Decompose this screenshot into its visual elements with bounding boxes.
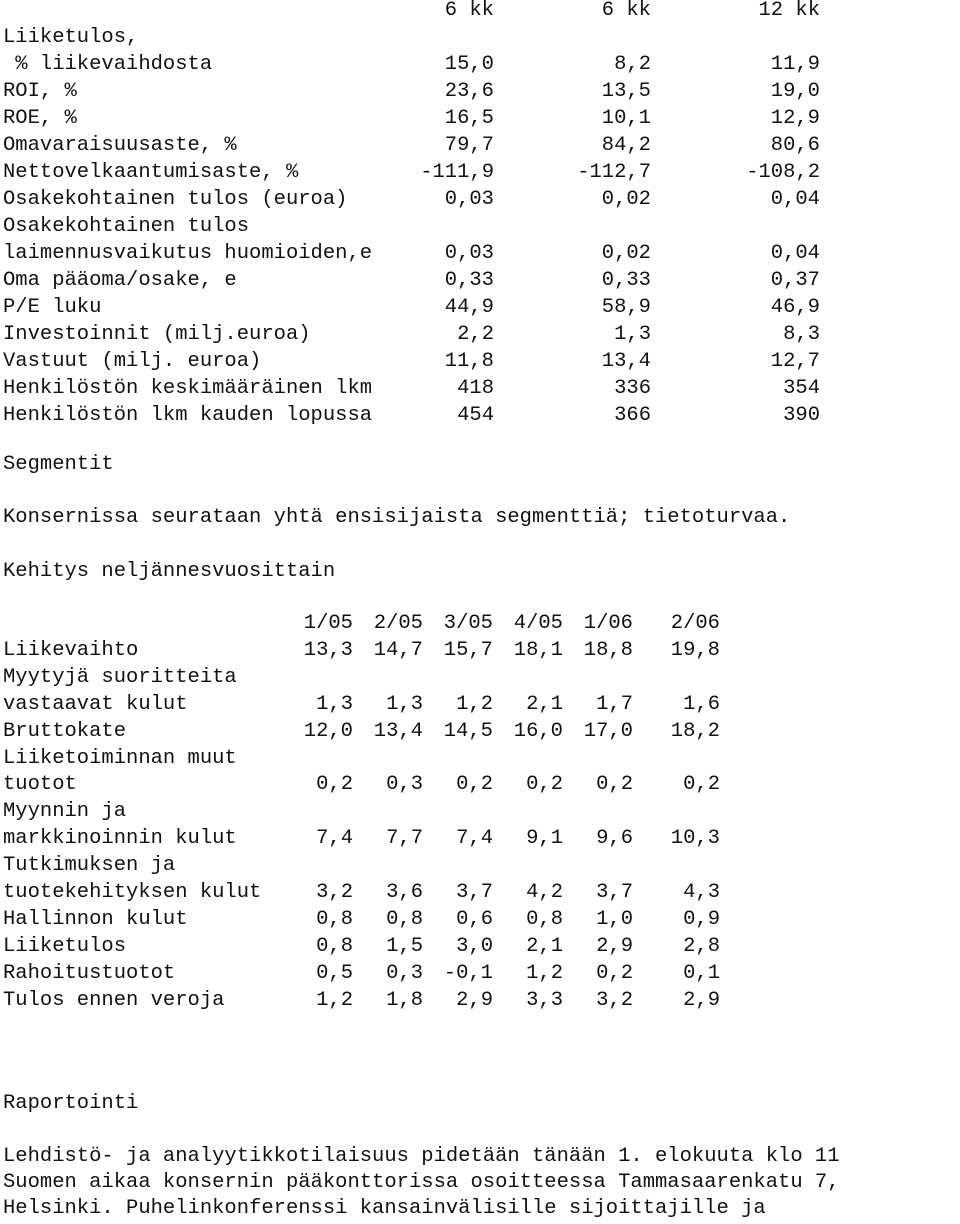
quarterly-cell: 0,2 <box>596 961 633 985</box>
key-figures-cell: 13,4 <box>601 350 651 373</box>
quarterly-cell: 3,7 <box>596 881 633 904</box>
key-figures-column-header: 6 kk <box>601 0 651 22</box>
key-figures-cell: 0,03 <box>444 242 494 265</box>
quarterly-cell: 19,8 <box>670 638 720 662</box>
key-figures-row-label: laimennusvaikutus huomioiden,e <box>3 242 373 265</box>
quarterly-cell: 0,3 <box>386 961 423 985</box>
quarterly-column-header: 1/05 <box>303 612 353 635</box>
key-figures-row-label: Henkilöstön keskimääräinen lkm <box>3 377 373 400</box>
reporting-text-line: Suomen aikaa konsernin pääkonttorissa osoitteessa Tammasaarenkatu 7, <box>3 1171 840 1194</box>
quarterly-cell: 15,7 <box>443 638 493 662</box>
quarterly-cell: 1,3 <box>316 692 353 716</box>
quarterly-cell: 0,3 <box>386 773 423 797</box>
key-figures-cell: 0,04 <box>770 242 820 265</box>
key-figures-cell: 23,6 <box>444 80 494 103</box>
key-figures-cell: 418 <box>457 377 494 400</box>
key-figures-cell: 58,9 <box>601 296 651 319</box>
key-figures-cell: 0,33 <box>444 269 494 292</box>
quarterly-row-label: Myynnin ja <box>3 800 127 824</box>
quarterly-row-label: Myytyjä suoritteita <box>3 665 237 689</box>
key-figures-cell: 366 <box>614 404 651 427</box>
key-figures-cell: 80,6 <box>770 134 820 157</box>
segments-text: Konsernissa seurataan yhtä ensisijaista segmenttiä; tietoturvaa. <box>3 506 791 529</box>
quarterly-row-label: Hallinnon kulut <box>3 907 188 931</box>
quarterly-cell: 14,5 <box>443 719 493 743</box>
quarterly-cell: 1,8 <box>386 988 423 1012</box>
quarterly-column-header: 2/05 <box>373 612 423 635</box>
quarterly-cell: 9,6 <box>596 827 633 851</box>
quarterly-cell: 2,1 <box>526 934 563 958</box>
key-figures-cell: 0,37 <box>770 269 820 292</box>
quarterly-cell: 18,1 <box>513 638 563 662</box>
key-figures-cell: 8,2 <box>614 53 651 76</box>
quarterly-row-label: markkinoinnin kulut <box>3 827 237 851</box>
section-heading-quarterly: Kehitys neljännesvuosittain <box>3 560 336 583</box>
quarterly-cell: 1,2 <box>526 961 563 985</box>
key-figures-cell: 454 <box>457 404 494 427</box>
quarterly-column-header: 4/05 <box>513 612 563 635</box>
quarterly-cell: 18,8 <box>583 638 633 662</box>
quarterly-row-label: Bruttokate <box>3 719 127 743</box>
key-figures-row-label: ROI, % <box>3 80 77 103</box>
key-figures-row-label: Vastuut (milj. euroa) <box>3 350 262 373</box>
key-figures-cell: -111,9 <box>420 161 494 184</box>
quarterly-row-label: Liiketoiminnan muut <box>3 746 237 770</box>
quarterly-cell: -0,1 <box>443 961 493 985</box>
quarterly-cell: 0,9 <box>683 907 720 931</box>
key-figures-cell: 12,9 <box>770 107 820 130</box>
quarterly-cell: 4,3 <box>683 881 720 904</box>
key-figures-cell: 2,2 <box>457 323 494 346</box>
key-figures-cell: 13,5 <box>601 80 651 103</box>
quarterly-cell: 14,7 <box>373 638 423 662</box>
key-figures-cell: 390 <box>783 404 820 427</box>
quarterly-cell: 0,2 <box>456 773 493 797</box>
section-heading-reporting: Raportointi <box>3 1092 139 1115</box>
quarterly-cell: 0,8 <box>386 907 423 931</box>
quarterly-cell: 1,2 <box>456 692 493 716</box>
key-figures-cell: 0,04 <box>770 188 820 211</box>
quarterly-cell: 18,2 <box>670 719 720 743</box>
quarterly-cell: 2,9 <box>683 988 720 1012</box>
key-figures-column-header: 6 kk <box>444 0 494 22</box>
section-heading-segments: Segmentit <box>3 453 114 476</box>
key-figures-row-label: Investoinnit (milj.euroa) <box>3 323 311 346</box>
key-figures-row-label: ROE, % <box>3 107 77 130</box>
key-figures-cell: -108,2 <box>746 161 820 184</box>
quarterly-cell: 0,2 <box>683 773 720 797</box>
quarterly-cell: 0,8 <box>316 934 353 958</box>
quarterly-cell: 17,0 <box>583 719 633 743</box>
key-figures-row-label: Omavaraisuusaste, % <box>3 134 237 157</box>
key-figures-cell: 10,1 <box>601 107 651 130</box>
quarterly-row-label: Liiketulos <box>3 934 127 958</box>
quarterly-cell: 1,3 <box>386 692 423 716</box>
quarterly-cell: 2,1 <box>526 692 563 716</box>
key-figures-cell: 1,3 <box>614 323 651 346</box>
quarterly-column-header: 3/05 <box>443 612 493 635</box>
quarterly-cell: 3,2 <box>316 881 353 904</box>
reporting-text-line: Helsinki. Puhelinkonferenssi kansainvälisille sijoittajille ja <box>3 1197 766 1220</box>
key-figures-cell: 44,9 <box>444 296 494 319</box>
key-figures-cell: 15,0 <box>444 53 494 76</box>
key-figures-row-label: Osakekohtainen tulos (euroa) <box>3 188 348 211</box>
quarterly-cell: 0,2 <box>316 773 353 797</box>
quarterly-cell: 0,2 <box>596 773 633 797</box>
quarterly-cell: 1,6 <box>683 692 720 716</box>
key-figures-row-label: Liiketulos, <box>3 26 139 49</box>
quarterly-cell: 0,2 <box>526 773 563 797</box>
quarterly-cell: 0,1 <box>683 961 720 985</box>
key-figures-cell: 0,03 <box>444 188 494 211</box>
quarterly-cell: 2,9 <box>596 934 633 958</box>
quarterly-row-label: Liikevaihto <box>3 638 139 662</box>
key-figures-cell: 354 <box>783 377 820 400</box>
quarterly-row-label: tuotekehityksen kulut <box>3 881 262 904</box>
quarterly-cell: 3,7 <box>456 881 493 904</box>
key-figures-cell: -112,7 <box>577 161 651 184</box>
quarterly-cell: 1,7 <box>596 692 633 716</box>
quarterly-cell: 0,6 <box>456 907 493 931</box>
quarterly-cell: 16,0 <box>513 719 563 743</box>
key-figures-cell: 11,8 <box>444 350 494 373</box>
quarterly-cell: 10,3 <box>670 827 720 851</box>
quarterly-cell: 3,2 <box>596 988 633 1012</box>
key-figures-cell: 11,9 <box>770 53 820 76</box>
quarterly-cell: 7,4 <box>456 827 493 851</box>
key-figures-cell: 8,3 <box>783 323 820 346</box>
key-figures-row-label: % liikevaihdosta <box>3 53 213 76</box>
quarterly-cell: 9,1 <box>526 827 563 851</box>
quarterly-cell: 1,0 <box>596 907 633 931</box>
key-figures-row-label: Nettovelkaantumisaste, % <box>3 161 299 184</box>
key-figures-row-label: P/E luku <box>3 296 102 319</box>
key-figures-cell: 19,0 <box>770 80 820 103</box>
key-figures-cell: 336 <box>614 377 651 400</box>
quarterly-cell: 0,8 <box>526 907 563 931</box>
key-figures-cell: 0,02 <box>601 242 651 265</box>
key-figures-cell: 16,5 <box>444 107 494 130</box>
quarterly-row-label: tuotot <box>3 773 77 797</box>
key-figures-cell: 0,02 <box>601 188 651 211</box>
quarterly-cell: 1,5 <box>386 934 423 958</box>
quarterly-cell: 13,4 <box>373 719 423 743</box>
quarterly-cell: 7,7 <box>386 827 423 851</box>
quarterly-cell: 13,3 <box>303 638 353 662</box>
quarterly-row-label: Rahoitustuotot <box>3 961 176 985</box>
quarterly-cell: 3,3 <box>526 988 563 1012</box>
quarterly-row-label: vastaavat kulut <box>3 692 188 716</box>
quarterly-column-header: 1/06 <box>583 612 633 635</box>
quarterly-cell: 3,0 <box>456 934 493 958</box>
key-figures-row-label: Osakekohtainen tulos <box>3 215 250 238</box>
quarterly-cell: 2,9 <box>456 988 493 1012</box>
quarterly-cell: 3,6 <box>386 881 423 904</box>
key-figures-column-header: 12 kk <box>758 0 820 22</box>
quarterly-cell: 1,2 <box>316 988 353 1012</box>
key-figures-row-label: Henkilöstön lkm kauden lopussa <box>3 404 373 427</box>
quarterly-row-label: Tutkimuksen ja <box>3 854 176 878</box>
quarterly-column-header: 2/06 <box>670 612 720 635</box>
quarterly-cell: 2,8 <box>683 934 720 958</box>
quarterly-cell: 4,2 <box>526 881 563 904</box>
key-figures-cell: 84,2 <box>601 134 651 157</box>
key-figures-cell: 79,7 <box>444 134 494 157</box>
quarterly-row-label: Tulos ennen veroja <box>3 988 225 1012</box>
quarterly-cell: 7,4 <box>316 827 353 851</box>
key-figures-cell: 46,9 <box>770 296 820 319</box>
key-figures-row-label: Oma pääoma/osake, e <box>3 269 237 292</box>
key-figures-cell: 12,7 <box>770 350 820 373</box>
key-figures-cell: 0,33 <box>601 269 651 292</box>
quarterly-cell: 12,0 <box>303 719 353 743</box>
quarterly-cell: 0,8 <box>316 907 353 931</box>
quarterly-cell: 0,5 <box>316 961 353 985</box>
reporting-text-line: Lehdistö- ja analyytikkotilaisuus pidetään tänään 1. elokuuta klo 11 <box>3 1145 840 1168</box>
